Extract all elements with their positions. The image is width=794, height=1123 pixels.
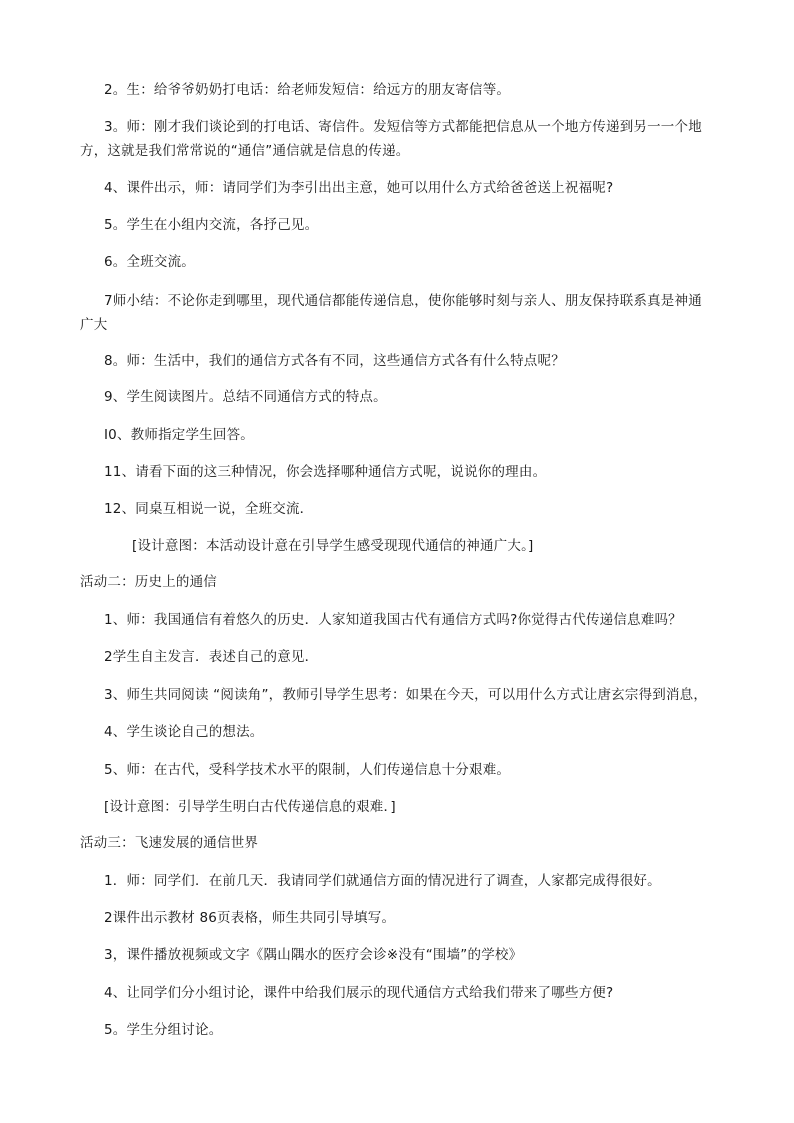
paragraph-line: 5、师：在古代，受科学技术水平的限制，人们传递信息十分艰难。 [104,762,511,778]
paragraph-line: I0、教师指定学生回答。 [104,427,254,443]
paragraph-line: 4、学生谈论自己的想法。 [104,724,264,740]
paragraph-line: 5。学生在小组内交流，各抒己见。 [104,217,319,233]
paragraph-line: 广大 [80,317,108,333]
paragraph-line: 11、请看下面的这三种情况，你会选择哪种通信方式呢，说说你的理由。 [104,464,547,480]
paragraph-line: 方，这就是我们常常说的“通信”通信就是信息的传递。 [80,143,410,159]
section-heading: 活动三：飞速发展的通信世界 [80,835,259,851]
paragraph-line: 4、课件出示，师：请同学们为李引出出主意，她可以用什么方式给爸爸送上祝福呢? [104,180,614,196]
paragraph-line: 2课件出示教材 86页表格，师生共同引导填写。 [104,910,396,926]
paragraph-line: 3，课件播放视频或文字《隅山隅水的医疗会诊※没有“围墙”的学校》 [104,947,523,963]
paragraph-line: 2学生自主发言．表述自己的意见． [104,649,319,665]
paragraph-line: 3、师生共同阅读 “阅读角”，教师引导学生思考：如果在今天，可以用什么方式让唐玄宗得到消息， [104,687,708,703]
paragraph-line: 4、让同学们分小组讨论，课件中给我们展示的现代通信方式给我们带来了哪些方便? [104,985,614,1001]
design-intent-note: [设计意图：本活动设计意在引导学生感受现现代通信的神通广大。] [132,538,534,554]
paragraph-line: 3。师：刚才我们谈论到的打电话、寄信件。发短信等方式都能把信息从一个地方传递到另一一个地 [104,119,702,135]
paragraph-line: 6。全班交流。 [104,254,195,270]
paragraph-line: 1、师：我国通信有着悠久的历史．人家知道我国古代有通信方式吗?你觉得古代传递信息难吗？ [104,612,682,628]
design-intent-note: [设计意图：引导学生明白古代传递信息的艰难．] [104,799,396,815]
paragraph-line: 2。生：给爷爷奶奶打电话：给老师发短信：给远方的朋友寄信等。 [104,82,511,98]
section-heading: 活动二：历史上的通信 [80,574,217,590]
paragraph-line: 7师小结：不论你走到哪里，现代通信都能传递信息，使你能够时刻与亲人、朋友保持联系真是神通 [104,293,702,309]
paragraph-line: 1．师：同学们．在前几天．我请同学们就通信方面的情况进行了调查，人家都完成得很好。 [104,873,661,889]
paragraph-line: 9、学生阅读图片。总结不同通信方式的特点。 [104,389,387,405]
paragraph-line: 5。学生分组讨论。 [104,1022,223,1038]
paragraph-line: 12、同桌互相说一说，全班交流． [104,501,314,517]
paragraph-line: 8。师：生活中，我们的通信方式各有不同，这些通信方式各有什么特点呢？ [104,353,565,369]
